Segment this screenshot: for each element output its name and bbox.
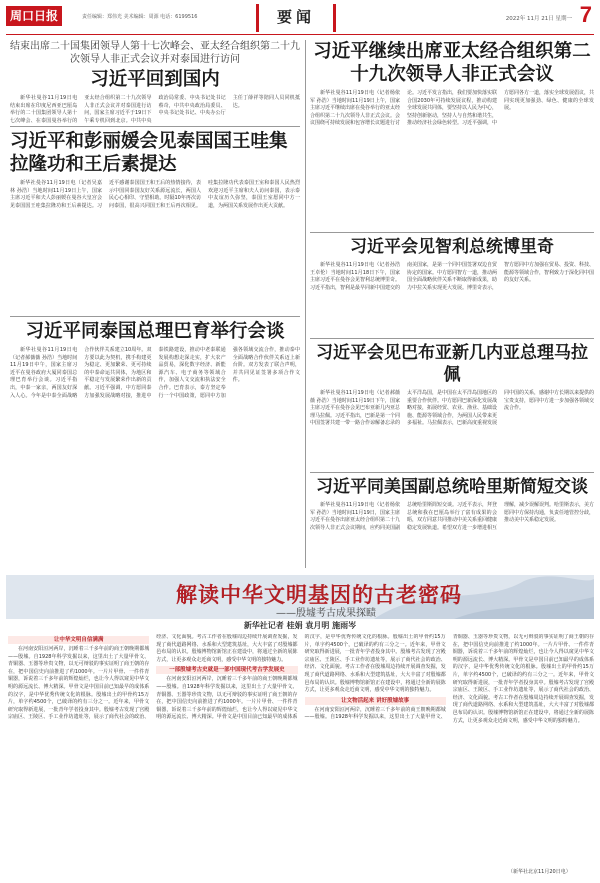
masthead-rule: [6, 34, 594, 35]
article-return: [10, 40, 300, 124]
feature-subhead: 一部殷墟考古史就是一部中国现代考古学发展史: [156, 666, 297, 674]
divider: [10, 316, 300, 317]
article-body: 新华社曼谷11月19日电（记者吴嘉林 孙浩）当地时间11月19日上午，国家主席习近平和夫人彭丽媛在曼谷大皇宫会见泰国国王哇集拉隆功和王后素提达。习近平感谢泰国国王和王后的热情接待，表示中国同泰国友好关系源远流长，两国人民心心相印、守望相助。时隔10年再次访问泰国，很高兴同国王和王后再次相见。哇集拉隆功代表泰国王室和泰国人民热烈欢迎习近平主席和夫人访问泰国，表示泰中友谊历久弥坚，泰国王室愿同中方一道，为两国关系发展作出更大贡献。: [10, 180, 300, 209]
article-body: 新华社曼谷11月19日电（记者孙浩 王卓伦）当地时间11月18日下午，国家主席习近平在曼谷会见智利总统博里奇。习近平指出，智利是最早同新中国建交的南美国家，是第一个同中国签署双边自贸协定的国家。中方愿同智方一道，推动两国全面战略伙伴关系不断取得新成果，助力中拉关系实现更大发展。博里奇表示，智方愿同中方加强在贸易、投资、科技、能源等领域合作，智利致力于深化同中国的友好关系。: [310, 262, 594, 291]
editor-credits: 责任编辑：郑伟光 美术编辑：周源 电话：6199516: [82, 14, 198, 20]
article-body: 新华社曼谷11月19日电（记者郝薇薇 孙浩）当地时间11月19日下午，国家主席习近平在曼谷会见巴布亚新几内亚总理马拉佩。习近平指出，巴新是第一个同中国签署共建一带一路合作谅解备忘录的太平洋岛国，是中国在太平洋岛国地区的重要合作伙伴。中方愿同巴新深化发展战略对接，拓展经贸、农业、渔业、基础设施、能源等领域合作，为两国人民带来更多福祉。马拉佩表示，巴新高度重视发展同中国的关系，感谢中方长期以来提供的宝贵支持，愿同中方进一步加强各领域交流合作。: [310, 390, 594, 427]
page-number: 7: [579, 2, 592, 27]
section-label-box: [256, 4, 336, 32]
article-png: [310, 342, 594, 470]
article-headline: 习近平和彭丽媛会见泰国国王哇集拉隆功和王后素提达: [10, 131, 288, 175]
feature-subtitle: ——殷墟考古成果探赜: [276, 608, 376, 619]
article-body: 新华社曼谷11月19日电（记者杨依军 孙浩）当地时间11月19日，国家主席习近平在曼谷出席亚太经合组织第二十九次领导人非正式会议期间，应约同美国副总统哈里斯简短交谈。习近平表示，拜登总统和我在巴厘岛举行了富有成果的会晤，双方同意共同推动中美关系重回健康稳定发展轨道。希望双方进一步增进相互理解，减少误解误判。哈里斯表示，美方愿同中方保持沟通，负责任地管控分歧，推动美中关系稳定发展。: [310, 502, 594, 531]
feature-body: 让中华文明自信满满 在河南安阳洹河两岸，沉睡着三千多年前的商王朝晚期都城——殷墟。自1928年科学发掘以来，这里出土了大量甲骨文、青铜器、玉器等珍贵文物，以无可辩驳的事实证明了商王朝的存在，把中国信史向前推进了约1000年。一片片甲骨、一件件青铜器，诉说着三千多年前的辉煌灿烂，也让今人得以窥见中华文明的源远流长、博大精深。甲骨文是中国目前已知最早的成体系的汉字，是中华优秀传统文化的根脉。殷墟出土的甲骨约15万片，单字约4500个，已破译的约有三分之一。近年来，甲骨文研究取得新进展，一批青年学者投身其中。殷墟考古发现了宫殿宗庙区、王陵区、手工业作坊遗址等，展示了商代社会的政治、经济、文化面貌。考古工作者在殷墟周边持续开展调查发掘，发现了商代道路网络、水系和大型建筑基址，大大丰富了对殷墟都邑布局的认识。殷墟博物馆新馆正在建设中，将通过全新的展陈方式，让更多观众走近商文明，感受中华文明的独特魅力。 一部殷墟考古史就是一部中国现代考古学发展史 在河南安阳洹河两岸，沉睡着三千多年前的商王朝晚期都城——殷墟。自1928年科学发掘以来，这里出土了大量甲骨文、青铜器、玉器等珍贵文物，以无可辩驳的事实证明了商王朝的存在，把中国信史向前推进了约1000年。一片片甲骨、一件件青铜器，诉说着三千多年前的辉煌灿烂，也让今人得以窥见中华文明的源远流长、博大精深。甲骨文是中国目前已知最早的成体系的汉字，是中华优秀传统文化的根脉。殷墟出土的甲骨约15万片，单字约4500个，已破译的约有三分之一。近年来，甲骨文研究取得新进展，一批青年学者投身其中。殷墟考古发现了宫殿宗庙区、王陵区、手工业作坊遗址等，展示了商代社会的政治、经济、文化面貌。考古工作者在殷墟周边持续开展调查发掘，发现了商代道路网络、水系和大型建筑基址，大大丰富了对殷墟都邑布局的认识。殷墟博物馆新馆正在建设中，将通过全新的展陈方式，让更多观众走近商文明，感受中华文明的独特魅力。 让文物活起来 讲好殷墟故事 在河南安阳洹河两岸，沉睡着三千多年前的商王朝晚期都城——殷墟。自1928年科学发掘以来，这里出土了大量甲骨文、青铜器、玉器等珍贵文物，以无可辩驳的事实证明了商王朝的存在，把中国信史向前推进了约1000年。一片片甲骨、一件件青铜器，诉说着三千多年前的辉煌灿烂，也让今人得以窥见中华文明的源远流长、博大精深。甲骨文是中国目前已知最早的成体系的汉字，是中华优秀传统文化的根脉。殷墟出土的甲骨约15万片，单字约4500个，已破译的约有三分之一。近年来，甲骨文研究取得新进展，一批青年学者投身其中。殷墟考古发现了宫殿宗庙区、王陵区、手工业作坊遗址等，展示了商代社会的政治、经济、文化面貌。考古工作者在殷墟周边持续开展调查发掘，发现了商代道路网络、水系和大型建筑基址，大大丰富了对殷墟都邑布局的认识。殷墟博物馆新馆正在建设中，将通过全新的展陈方式，让更多观众走近商文明，感受中华文明的独特魅力。: [8, 634, 594, 724]
article-headline: 习近平同美国副总统哈里斯简短交谈: [316, 477, 588, 497]
feature-title: 解读中华文明基因的古老密码: [176, 582, 462, 607]
article-headline: 习近平会见巴布亚新几内亚总理马拉佩: [316, 343, 588, 385]
article-apec: [310, 40, 594, 230]
divider: [10, 126, 300, 127]
article-body: 新华社曼谷11月19日电 结束出席在印度尼西亚巴厘岛举行的二十国集团领导人第十七次峰会、在泰国曼谷举行的亚太经合组织第二十九次领导人非正式会议并对泰国进行访问，国家主席习近平于19日下午乘专机回到北京。中共中央政治局常委、中央书记处书记蔡奇，中共中央政治局委员、中央书记处书记、中央办公厅主任丁薛祥等陪同人员同机抵达。: [10, 95, 300, 124]
article-thai-pm: [10, 320, 300, 568]
feature-article: [8, 634, 594, 866]
article-headline: 习近平继续出席亚太经合组织第二十九次领导人非正式会议: [313, 41, 591, 85]
article-headline: 习近平会见智利总统博里奇: [350, 237, 554, 257]
feature-dateline: （新华社北京11月20日电）: [508, 869, 571, 875]
divider: [310, 472, 594, 473]
section-name: 要闻: [276, 8, 315, 26]
feature-byline: 新华社记者 桂娟 袁月明 施雨岑: [243, 621, 357, 630]
article-headline: 习近平同泰国总理巴育举行会谈: [25, 321, 285, 342]
article-thai-king: [10, 130, 300, 315]
column-divider: [305, 40, 306, 568]
newspaper-logo: 周口日报: [6, 6, 62, 26]
divider: [310, 232, 594, 233]
article-headline: 习近平回到国内: [90, 69, 220, 90]
feature-subhead: 让文物活起来 讲好殷墟故事: [305, 697, 446, 705]
divider: [310, 338, 594, 339]
feature-subhead: 让中华文明自信满满: [8, 636, 149, 644]
article-chile: [310, 236, 594, 336]
feature-banner: [6, 575, 594, 619]
article-kicker: 结束出席二十国集团领导人第十七次峰会、亚太经合组织第二十九次领导人非正式会议并对泰国进行访问: [10, 41, 300, 65]
masthead: [6, 4, 594, 32]
issue-date: 2022年 11月 21日 星期一: [505, 16, 572, 22]
article-us-vp: [310, 476, 594, 568]
article-body: 新华社曼谷11月19日电（记者郝薇薇 孙浩）当地时间11月19日中午，国家主席习近平在曼谷政府大厦同泰国总理巴育举行会谈。习近平指出，中泰一家亲，两国友好深入人心。今年是中泰全面战略合作伙伴关系建立10周年。双方要以此为契机，携手构建更为稳定、更加繁荣、更可持续的中泰命运共同体，为地区和平稳定与发展繁荣作出新的贡献。习近平强调，中方愿同泰方加强发展战略对接，推进中泰铁路建设，推动中老泰联通发展构想走深走实，扩大农产品贸易，深化数字经济、新能源汽车、电子商务等领域合作，加强人文交流和执法安全合作。巴育表示，泰方坚定奉行一个中国政策，愿同中方加强各领域交流合作，推动泰中全面战略合作伙伴关系迈上新台阶。双方发表了联合声明，并共同见证签署多项合作文件。: [10, 347, 300, 399]
article-body: 新华社曼谷11月19日电（记者杨依军 孙浩）当地时间11月19日上午，国家主席习近平继续出席在曼谷举行的亚太经合组织第二十九次领导人非正式会议。会议围绕可持续发展和包容增长议题进行讨论。习近平发言指出，我们要加快落实联合国2030年可持续发展议程，推动构建全球发展共同体，要坚持以人民为中心，坚持创新驱动，坚持人与自然和谐共生，推动经济社会绿色转型。习近平强调，中方愿同各方一道，落实全球发展倡议，共同实现更加强劲、绿色、健康的全球发展。: [310, 90, 594, 127]
